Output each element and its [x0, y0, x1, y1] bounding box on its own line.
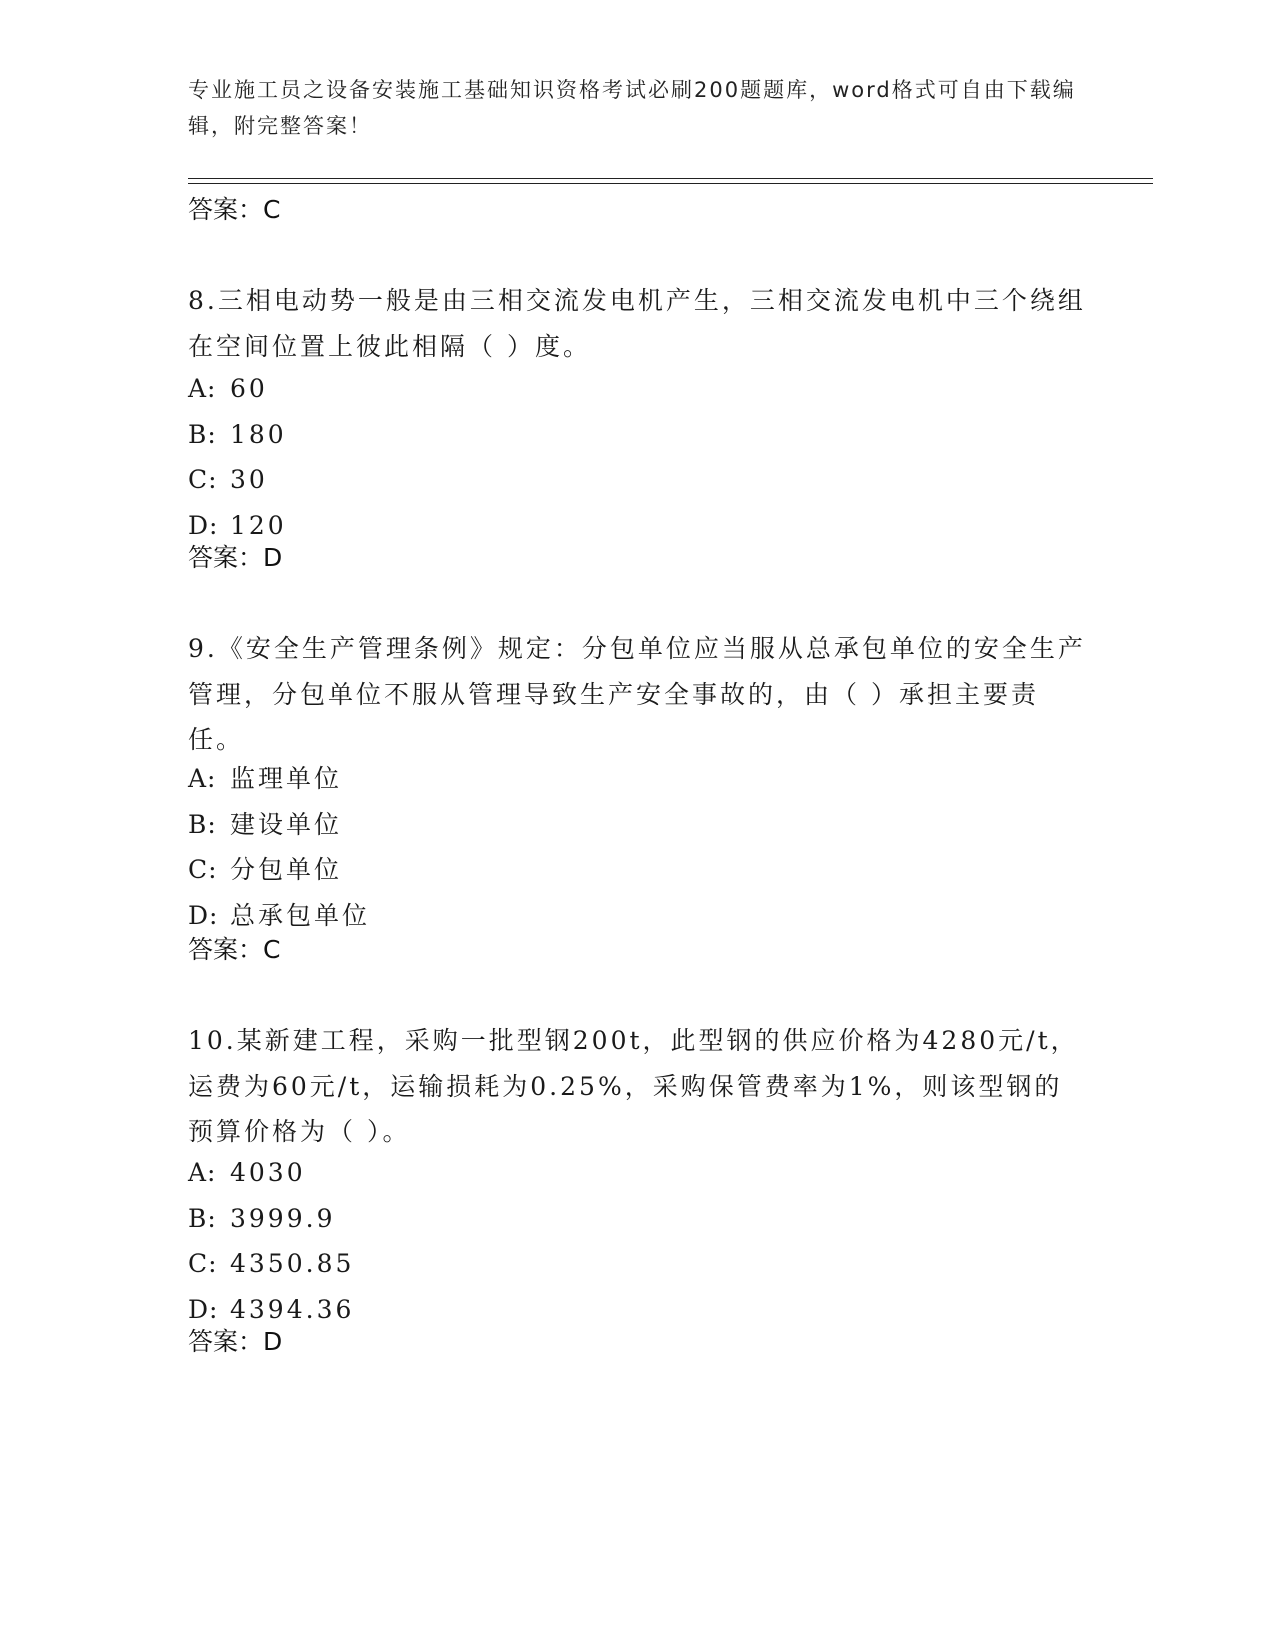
question-10-stem: 10.某新建工程，采购一批型钢200t，此型钢的供应价格为4280元/t，运费为60元/t，运输损耗为0.25%，采购保管费率为1%，则该型钢的预算价格为（ ）。 — [188, 1026, 1079, 1146]
option-letter: D: — [188, 510, 219, 540]
answer-label: 答案： — [188, 1327, 264, 1356]
option-text: 4394.36 — [230, 1294, 355, 1324]
answer-value: C — [263, 935, 281, 964]
answer-line-q10 — [188, 1327, 282, 1357]
question-8-options — [188, 366, 287, 548]
answer-label: 答案： — [188, 543, 264, 572]
option-letter: C: — [188, 465, 218, 494]
answer-value: D — [263, 1327, 283, 1356]
answer-line-prev — [188, 195, 280, 225]
option-letter: A: — [188, 1158, 217, 1187]
option-text: 监理单位 — [230, 764, 343, 793]
option-text: 60 — [230, 374, 268, 403]
answer-value: D — [263, 543, 283, 572]
option-text: 4030 — [230, 1158, 306, 1187]
option-b — [188, 412, 287, 458]
option-letter: B: — [188, 419, 217, 449]
option-d — [188, 893, 370, 939]
option-letter: B: — [188, 809, 217, 839]
option-d — [188, 503, 287, 549]
option-c — [188, 457, 287, 503]
option-a — [188, 366, 287, 412]
option-c — [188, 1241, 354, 1287]
header-divider-top — [188, 178, 1153, 179]
option-text: 4350.85 — [230, 1249, 355, 1278]
option-a — [188, 1150, 354, 1196]
option-letter: C: — [188, 855, 218, 884]
option-letter: A: — [188, 374, 217, 403]
option-text: 30 — [230, 465, 268, 494]
question-9-stem: 9.《安全生产管理条例》规定：分包单位应当服从总承包单位的安全生产管理，分包单位不服从管理导致生产安全事故的，由（ ）承担主要责任。 — [188, 634, 1086, 754]
question-8-stem: 8.三相电动势一般是由三相交流发电机产生，三相交流发电机中三个绕组在空间位置上彼此相隔（ ）度。 — [188, 286, 1086, 361]
option-letter: C: — [188, 1249, 218, 1278]
answer-label: 答案： — [188, 935, 264, 964]
option-letter: D: — [188, 1294, 219, 1324]
option-b — [188, 1196, 354, 1242]
question-10-options — [188, 1150, 354, 1332]
option-c — [188, 847, 370, 893]
answer-line-q8 — [188, 543, 282, 573]
option-letter: B: — [188, 1203, 217, 1233]
option-text: 120 — [230, 510, 287, 540]
option-text: 总承包单位 — [230, 900, 371, 930]
option-a — [188, 756, 370, 802]
option-text: 分包单位 — [230, 855, 343, 884]
document-header: 专业施工员之设备安装施工基础知识资格考试必刷200题题库，word格式可自由下载编辑，附完整答案！ — [188, 78, 1076, 138]
option-letter: A: — [188, 764, 217, 793]
option-text: 3999.9 — [230, 1203, 336, 1233]
header-divider-bottom — [188, 183, 1153, 184]
answer-value: C — [263, 195, 281, 224]
answer-label: 答案： — [188, 195, 264, 224]
option-b — [188, 802, 370, 848]
option-text: 180 — [230, 419, 287, 449]
answer-line-q9 — [188, 935, 280, 965]
option-letter: D: — [188, 900, 219, 930]
option-d — [188, 1287, 354, 1333]
option-text: 建设单位 — [230, 809, 343, 839]
question-9-options — [188, 756, 370, 938]
